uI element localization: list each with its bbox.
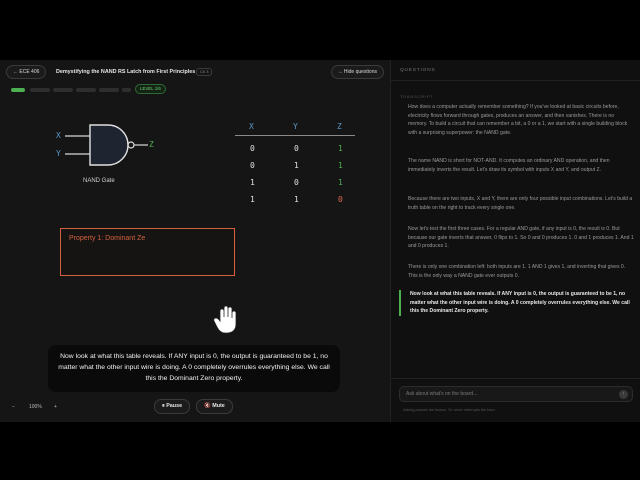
ask-divider <box>391 378 640 379</box>
truth-table-cell: 1 <box>294 195 299 204</box>
truth-table-cell: 1 <box>294 161 299 170</box>
transcript-paragraph: How does a computer actually remember something? If you've looked at basic circuits before, electricity flows forward through gates, produces an answer, and then vanishes. There is no memory. To build a circuit that can remember a bit, a 0 or a 1, we start with a single building block with a surprising superpower: the NAND gate. <box>408 104 628 136</box>
app-frame <box>0 60 640 422</box>
zoom-control <box>8 401 66 413</box>
truth-table-cell: 0 <box>294 144 299 153</box>
property-box <box>60 228 235 276</box>
transcript-paragraph: The name NAND is short for NOT-AND. It computes an ordinary AND operation, and then immediately inverts the result. Let's draw its symbol with inputs X and Y, and output Z. <box>408 158 610 173</box>
property-text: Property 1: Dominant Ze <box>69 235 146 242</box>
truth-table-cell: 1 <box>338 178 343 187</box>
truth-table-cell: 0 <box>338 195 343 204</box>
gate-input-x-label: X <box>56 131 61 140</box>
questions-panel <box>390 60 640 422</box>
mute-button[interactable]: 🔇 Mute <box>196 399 233 414</box>
gate-caption: NAND Gate <box>83 178 115 184</box>
lesson-title: Demystifying the NAND RS Latch from First Principles <box>56 69 196 75</box>
truth-table-cell: 0 <box>250 161 255 170</box>
zoom-level: 100% <box>29 404 42 410</box>
truth-table-header-y: Y <box>293 122 298 131</box>
chapter-badge: Ch 3 <box>196 68 212 76</box>
truth-table-cell: 1 <box>250 195 255 204</box>
gate-output-z-label: Z <box>149 140 154 149</box>
panel-title: QUESTIONS <box>400 68 436 73</box>
ask-hint: Asking pauses the lesson. Or never interrupts the tutor. <box>403 408 496 412</box>
level-badge: LEVEL 1/6 <box>135 84 166 94</box>
back-course-button[interactable]: ← ECE 406 <box>6 65 46 79</box>
transcript-paragraph: There is only one combination left: both inputs are 1. 1 AND 1 gives 1, and inverting that gives 0. This is the only way a NAND gate ever outputs 0. <box>408 264 626 279</box>
transcript-paragraph-active: Now look at what this table reveals. If ANY input is 0, the output is guaranteed to be 1, no matter what the other input wire is doing. A 0 completely overrules everything else. We call this the Dominant Zero property. <box>399 290 634 316</box>
truth-table-header-x: X <box>249 122 254 131</box>
truth-table-cell: 1 <box>250 178 255 187</box>
truth-table-cell: 1 <box>338 161 343 170</box>
truth-table-cell: 1 <box>338 144 343 153</box>
hand-pointer-icon <box>213 305 239 335</box>
panel-divider <box>391 80 640 81</box>
zoom-in-button[interactable]: + <box>54 404 57 410</box>
transcript-label: TRANSCRIPT <box>400 94 434 99</box>
ask-placeholder: Ask about what's on the board... <box>406 391 478 397</box>
gate-input-y-label: Y <box>56 149 61 158</box>
pause-button[interactable]: ⏸ Pause <box>154 399 190 414</box>
ask-question-input[interactable] <box>399 386 633 402</box>
truth-table-cell: 0 <box>294 178 299 187</box>
send-arrow-icon[interactable]: ↑ <box>619 390 628 399</box>
truth-table-header-z: Z <box>337 122 342 131</box>
transcript-paragraph: Now let's test the first three cases. For a regular AND gate, if any input is 0, the result is 0. But because our gate inverts that answer, 0 flips to 1. So 0 and 0 produces 1. 0 and 1 produces 1. And 1 and 0 produces 1. <box>408 226 634 250</box>
transcript-paragraph: Because there are two inputs, X and Y, there are only four possible input combinations. Let's build a truth table on the right to track every single one. <box>408 196 633 211</box>
truth-table-cell: 0 <box>250 144 255 153</box>
narration-caption: Now look at what this table reveals. If ANY input is 0, the output is guaranteed to be 1, no matter what the other input wire is doing. A 0 completely overrules everything else. We call this the Dominant Zero property. <box>48 345 340 392</box>
hide-questions-button[interactable]: → Hide questions <box>331 65 384 79</box>
lesson-area <box>0 60 390 422</box>
zoom-out-button[interactable]: − <box>12 404 15 410</box>
truth-table-divider <box>235 135 355 136</box>
